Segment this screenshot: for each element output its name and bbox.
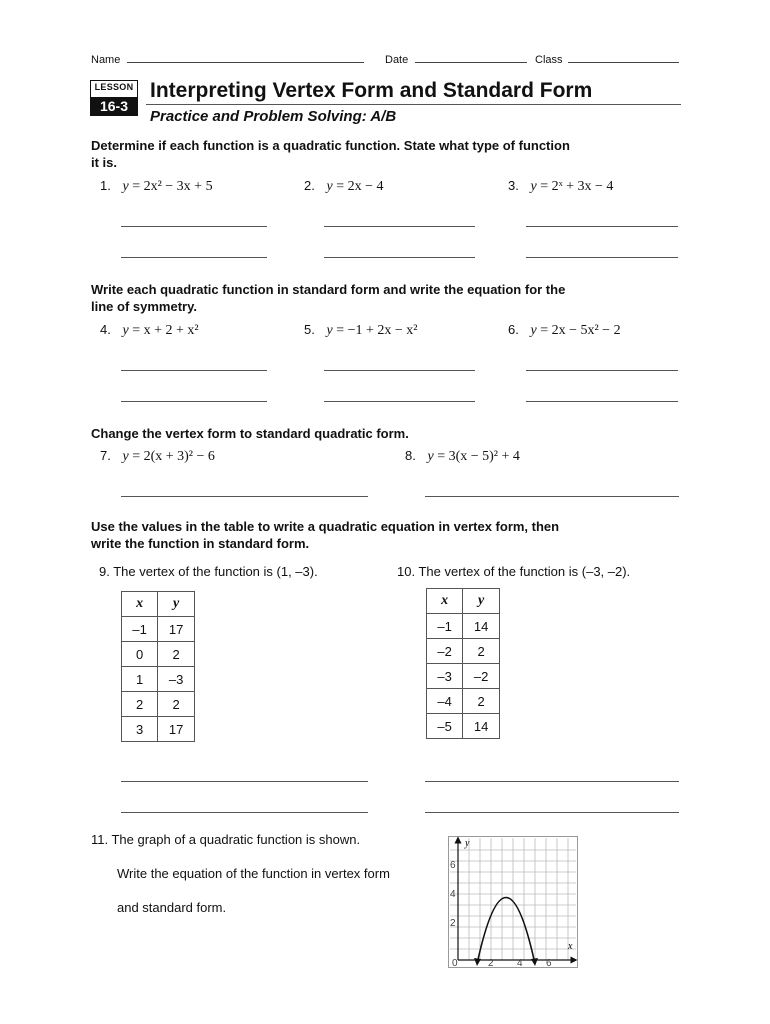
section4-instruction: Use the values in the table to write a quadratic equation in vertex form, then write the function in standard form. — [91, 519, 560, 551]
class-blank[interactable] — [568, 52, 679, 63]
table-cell: 17 — [158, 717, 195, 742]
table-cell: 2 — [463, 639, 500, 664]
table-header-y: y — [158, 592, 195, 617]
lesson-number: 16-3 — [91, 97, 137, 115]
problem-1 — [100, 178, 213, 195]
y-tick-label: 4 — [450, 889, 456, 900]
table-header-x: x — [427, 589, 463, 614]
name-blank[interactable] — [127, 52, 364, 63]
problem-5 — [304, 322, 417, 339]
problem-6 — [508, 322, 621, 339]
answer-line[interactable] — [121, 401, 267, 402]
value-table-9 — [121, 591, 195, 742]
x-tick-label: 4 — [517, 958, 523, 968]
problem-3 — [508, 178, 613, 195]
section3-instruction: Change the vertex form to standard quadratic form. — [91, 426, 409, 441]
problem-4 — [100, 322, 199, 339]
class-label: Class — [535, 54, 563, 66]
title-divider — [146, 104, 681, 105]
table-cell: 14 — [463, 614, 500, 639]
y-tick-label: 2 — [450, 918, 456, 929]
equation-var: y — [530, 179, 537, 194]
name-field[interactable] — [91, 52, 364, 66]
table-row — [122, 667, 195, 692]
equation-var: y — [122, 449, 129, 464]
right-arrow-icon — [531, 958, 538, 966]
answer-line[interactable] — [526, 370, 678, 371]
table-cell: 2 — [463, 689, 500, 714]
equation-var: y — [427, 449, 434, 464]
table-cell: –4 — [427, 689, 463, 714]
table-row — [122, 717, 195, 742]
table-cell: 1 — [122, 667, 158, 692]
equation-var: y — [122, 179, 129, 194]
answer-line[interactable] — [324, 401, 475, 402]
left-arrow-icon — [474, 958, 481, 966]
problem-number: 7. — [100, 448, 111, 463]
class-field[interactable] — [535, 52, 679, 66]
table-cell: –1 — [122, 617, 158, 642]
answer-line[interactable] — [121, 257, 267, 258]
table-cell: –3 — [158, 667, 195, 692]
date-blank[interactable] — [415, 52, 527, 63]
table-cell: 2 — [158, 692, 195, 717]
table-cell: –5 — [427, 714, 463, 739]
table-row — [427, 714, 500, 739]
table-cell: –2 — [427, 639, 463, 664]
table-cell: 14 — [463, 714, 500, 739]
table-cell: 17 — [158, 617, 195, 642]
answer-line[interactable] — [121, 781, 368, 782]
equation: = x + 2 + x² — [128, 323, 199, 338]
answer-line[interactable] — [526, 226, 678, 227]
answer-line[interactable] — [324, 226, 475, 227]
equation: = 2(x + 3)² − 6 — [128, 449, 215, 464]
table-row — [122, 692, 195, 717]
grid-lines — [450, 838, 576, 960]
date-field[interactable] — [385, 52, 527, 66]
equation-var: y — [326, 179, 333, 194]
equation: = 2x − 4 — [332, 179, 384, 194]
lesson-badge — [90, 80, 138, 116]
answer-line[interactable] — [425, 781, 679, 782]
table-cell: 2 — [122, 692, 158, 717]
equation: = 3(x − 5)² + 4 — [433, 449, 520, 464]
table-row — [427, 614, 500, 639]
equation-var: y — [122, 323, 129, 338]
equation: = 2x − 5x² − 2 — [536, 323, 621, 338]
problem-11: 11. The graph of a quadratic function is shown. — [91, 832, 361, 847]
x-axis-label: x — [568, 941, 573, 952]
origin-label: 0 — [452, 958, 458, 968]
page-title: Interpreting Vertex Form and Standard Form — [150, 79, 593, 102]
problem-2 — [304, 178, 383, 195]
problem-8 — [405, 448, 520, 465]
equation: = 2ˣ + 3x − 4 — [536, 179, 614, 194]
table-cell: –3 — [427, 664, 463, 689]
table-row — [427, 689, 500, 714]
table-row — [427, 639, 500, 664]
answer-line[interactable] — [121, 812, 368, 813]
table-header-x: x — [122, 592, 158, 617]
lesson-label: LESSON — [94, 82, 134, 92]
value-table-10 — [426, 588, 500, 739]
answer-line[interactable] — [324, 257, 475, 258]
equation-var: y — [530, 323, 537, 338]
table-cell: –1 — [427, 614, 463, 639]
problem-number: 3. — [508, 178, 519, 193]
table-cell: 2 — [158, 642, 195, 667]
problem-10: 10. The vertex of the function is (–3, –2). — [397, 564, 631, 579]
problem-number: 8. — [405, 448, 416, 463]
answer-line[interactable] — [425, 496, 679, 497]
x-tick-label: 2 — [488, 958, 494, 968]
table-cell: 0 — [122, 642, 158, 667]
name-label: Name — [91, 54, 121, 66]
answer-line[interactable] — [121, 370, 267, 371]
parabola-graph — [448, 836, 578, 968]
problem-number: 4. — [100, 322, 111, 337]
answer-line[interactable] — [324, 370, 475, 371]
y-axis-label: y — [465, 838, 470, 849]
table-row — [122, 642, 195, 667]
table-cell: 3 — [122, 717, 158, 742]
answer-line[interactable] — [121, 496, 368, 497]
problem-number: 6. — [508, 322, 519, 337]
x-tick-label: 6 — [546, 958, 552, 968]
problem-11-instruction-cont: and standard form. — [117, 900, 227, 915]
equation: = −1 + 2x − x² — [332, 323, 418, 338]
date-label: Date — [385, 54, 409, 66]
section1-instruction: Determine if each function is a quadratic function. State what type of function it is. — [91, 138, 570, 170]
table-row — [427, 664, 500, 689]
answer-line[interactable] — [526, 401, 678, 402]
problem-number: 2. — [304, 178, 315, 193]
equation-var: y — [326, 323, 333, 338]
table-row — [122, 617, 195, 642]
answer-line[interactable] — [121, 226, 267, 227]
table-cell: –2 — [463, 664, 500, 689]
parabola-curve — [477, 898, 535, 965]
problem-11-instruction: Write the equation of the function in vertex form — [117, 866, 390, 881]
section2-instruction: Write each quadratic function in standard form and write the equation for the line of symmetry. — [91, 282, 566, 314]
answer-line[interactable] — [526, 257, 678, 258]
y-tick-label: 6 — [450, 860, 456, 871]
problem-number: 1. — [100, 178, 111, 193]
problem-9: 9. The vertex of the function is (1, –3). — [99, 564, 318, 579]
answer-line[interactable] — [425, 812, 679, 813]
problem-7 — [100, 448, 215, 465]
equation: = 2x² − 3x + 5 — [128, 179, 213, 194]
problem-number: 5. — [304, 322, 315, 337]
page-subtitle: Practice and Problem Solving: A/B — [150, 108, 397, 125]
table-header-y: y — [463, 589, 500, 614]
